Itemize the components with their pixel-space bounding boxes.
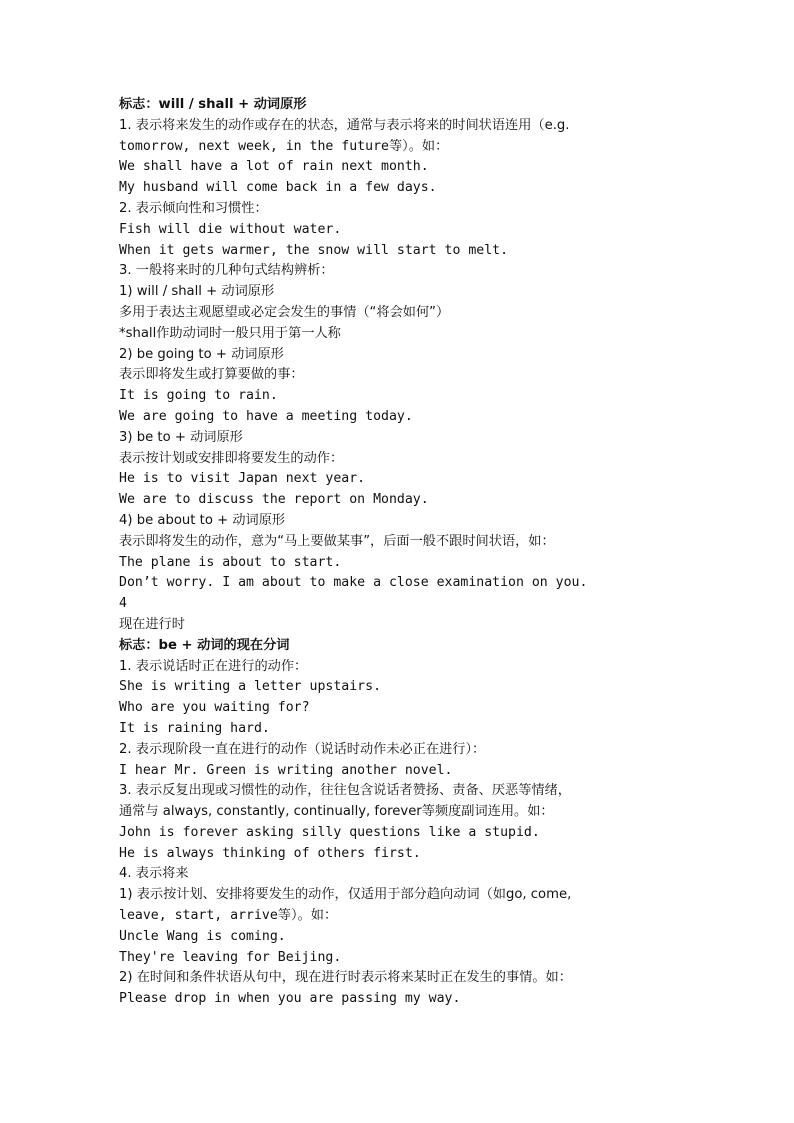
example-sentence: Don’t worry. I am about to make a close examination on you. [119,575,588,591]
example-sentence: I hear Mr. Green is writing another novel. [119,762,453,778]
explanation-text: 表示即将发生或打算要做的事： [119,367,304,383]
explanation-text: 多用于表达主观愿望或必定会发生的事情（“将会如何”） [119,304,450,320]
example-sentence: He is to visit Japan next year. [119,471,366,487]
note-text: *shall作助动词时一般只用于第一人称 [119,325,341,341]
subrule-1-line-a: 1) 表示按计划、安排将要发生的动作，仅适用于部分趋向动词（如go, come, [119,887,572,903]
document-page [119,95,679,1010]
section-title-present-progressive: 现在进行时 [119,616,185,632]
rule-3-line-b: 通常与 always, constantly, continually, forever等频度副词连用。如： [119,804,554,820]
example-sentence: They're leaving for Beijing. [119,949,342,965]
example-sentence: We are going to have a meeting today. [119,408,413,424]
example-sentence: Please drop in when you are passing my way. [119,991,461,1007]
subrule-be-going-to: 2) be going to + 动词原形 [119,346,284,362]
subrule-be-about-to: 4) be about to + 动词原形 [119,512,286,528]
section-marker-future: 标志：will / shall + 动词原形 [119,97,307,112]
example-sentence: We shall have a lot of rain next month. [119,159,429,175]
example-sentence: John is forever asking silly questions like a stupid. [119,824,540,840]
rule-1-line-b: tomorrow, next week, in the future等）。如： [119,138,449,154]
example-sentence: My husband will come back in a few days. [119,180,437,196]
example-sentence: It is going to rain. [119,388,278,404]
explanation-text: 表示按计划或安排即将要发生的动作： [119,450,344,466]
example-sentence: When it gets warmer, the snow will start to melt. [119,242,509,258]
example-sentence: Who are you waiting for? [119,700,310,716]
example-sentence: The plane is about to start. [119,554,342,570]
example-sentence: Uncle Wang is coming. [119,928,286,944]
rule-1-line-a: 1. 表示将来发生的动作或存在的状态，通常与表示将来的时间状语连用（e.g. [119,117,570,133]
example-sentence: It is raining hard. [119,720,270,736]
example-sentence: She is writing a letter upstairs. [119,679,382,695]
example-sentence: Fish will die without water. [119,221,342,237]
rule-4: 4. 表示将来 [119,866,189,882]
subrule-be-to: 3) be to + 动词原形 [119,429,243,445]
section-marker-present-progressive: 标志：be + 动词的现在分词 [119,637,290,653]
rule-3: 3. 一般将来时的几种句式结构辨析： [119,263,334,279]
example-sentence: We are to discuss the report on Monday. [119,492,429,508]
subrule-will-shall: 1) will / shall + 动词原形 [119,284,275,300]
explanation-text: 表示即将发生的动作，意为“马上要做某事”，后面一般不跟时间状语，如： [119,533,555,549]
section-number: 4 [119,596,127,612]
example-sentence: He is always thinking of others first. [119,845,421,861]
rule-1: 1. 表示说话时正在进行的动作： [119,658,308,674]
subrule-2: 2) 在时间和条件状语从句中，现在进行时表示将来某时正在发生的事情。如： [119,970,572,986]
rule-3-line-a: 3. 表示反复出现或习惯性的动作，往往包含说话者赞扬、责备、厌恶等情绪， [119,783,571,799]
subrule-1-line-b: leave, start, arrive等）。如： [119,908,338,924]
rule-2: 2. 表示现阶段一直在进行的动作（说话时动作未必正在进行）： [119,741,486,757]
rule-2: 2. 表示倾向性和习惯性： [119,200,268,216]
